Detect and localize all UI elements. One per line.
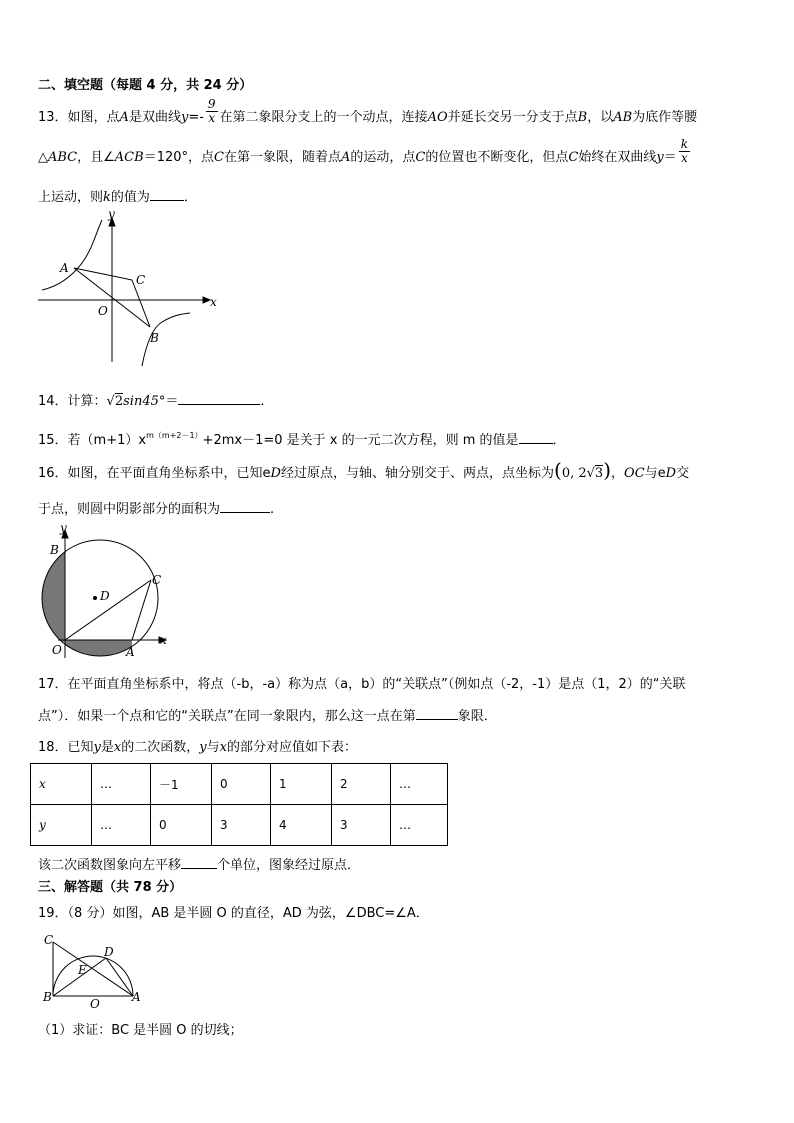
q18-var: x: [219, 740, 227, 755]
table-cell: …: [92, 764, 151, 805]
q17-line1: 17．在平面直角坐标系中，将点（-b，-a）称为点（a，b）的“关联点”（例如点（-2，-1）是点（1，2）的“关联: [38, 677, 686, 692]
q13-var: y: [656, 150, 664, 165]
q15-line: [38, 428, 566, 449]
q18-var: x: [113, 740, 122, 755]
q18-text: 个单位，图象经过原点．: [217, 858, 361, 873]
q13-text: ．: [183, 190, 197, 205]
center-point: [93, 596, 97, 600]
q18-value-table: [30, 763, 448, 846]
q16-text: 于点，则圆中阴影部分的面积为: [38, 502, 221, 517]
hyperbola-branch-2: [42, 220, 102, 290]
q13-text: 13．如图，点: [38, 110, 120, 125]
label-D: D: [104, 945, 114, 959]
q16-var: OC: [624, 466, 645, 481]
sqrt-radicand: 3: [594, 466, 604, 481]
label-B: B: [43, 990, 52, 1004]
label-x: x: [210, 295, 217, 309]
q13-figure: [34, 210, 224, 370]
table-cell: 0: [151, 805, 212, 846]
table-row: [31, 764, 448, 805]
table-cell: 3: [332, 805, 391, 846]
shaded-region-bottom: [65, 640, 132, 662]
q13-text: 在第一象限，随着点: [223, 150, 341, 165]
q14-text: 14．计算：: [38, 394, 107, 409]
q18-var: y: [199, 740, 207, 755]
q13-var: C: [214, 150, 224, 165]
section-title-solve: 三、解答题（共 78 分）: [38, 880, 183, 895]
table-cell: 2: [332, 764, 391, 805]
table-cell: －1: [151, 764, 212, 805]
label-B: B: [50, 543, 59, 557]
shaded-region-left: [38, 522, 65, 642]
q13-var: A: [340, 150, 351, 165]
q15-text: ．: [552, 433, 566, 448]
q16-line1: [38, 458, 690, 482]
q18-text: 是: [100, 740, 114, 755]
q14-text: ．: [260, 394, 274, 409]
sqrt-radicand: 2: [114, 394, 124, 409]
q16-text: 经过原点，与轴、轴分别交于、两点，点坐标为: [280, 466, 554, 481]
label-O: O: [90, 997, 100, 1010]
x-axis-arrow: [203, 297, 210, 303]
fraction-numerator: k: [680, 137, 688, 151]
q13-var: AO: [427, 110, 448, 125]
q13-var: C: [415, 150, 426, 165]
q16-text: 交: [676, 466, 690, 481]
answer-blank[interactable]: [220, 500, 270, 513]
q15-text: +2mx－1=0 是关于 x 的一元二次方程，则 m 的值是: [202, 433, 519, 448]
q14-line: [38, 392, 273, 410]
q13-text: ＝120°，点: [143, 150, 215, 165]
q18-text: 的部分对应值如下表：: [227, 740, 358, 755]
answer-blank[interactable]: [178, 392, 260, 405]
fraction-denominator: x: [208, 111, 216, 125]
q13-text: 的运动，点: [350, 150, 416, 165]
q13-fraction-k: [679, 138, 690, 165]
q17-text: 象限．: [457, 709, 497, 724]
q13-text: 是双曲线: [128, 110, 181, 125]
fraction-numerator: 9: [207, 97, 216, 111]
q19-line1: 19．（8 分）如图，AB 是半圆 O 的直径，AD 为弦，∠DBC=∠A．: [38, 906, 429, 921]
coord-paren: (: [554, 458, 562, 482]
answer-blank[interactable]: [150, 188, 184, 201]
q13-text: 上运动，则: [38, 190, 104, 205]
coord-value: 0, 2: [561, 466, 587, 481]
label-C: C: [136, 273, 146, 287]
table-cell: 4: [271, 805, 332, 846]
q13-text: 的值为: [110, 190, 150, 205]
label-B: B: [150, 331, 159, 345]
q18-text: 的二次函数，: [121, 740, 200, 755]
label-D: D: [100, 589, 110, 603]
line-AC: [74, 268, 132, 280]
q14-text: ＝: [165, 394, 179, 409]
answer-blank[interactable]: [416, 707, 458, 720]
q13-line2: [38, 137, 692, 166]
q16-var: D: [270, 466, 281, 481]
answer-blank[interactable]: [519, 431, 553, 444]
q18-after: [38, 856, 360, 874]
q18-line1: [38, 740, 357, 756]
sqrt-symbol: √: [586, 466, 595, 481]
q13-var: ABC: [48, 150, 78, 165]
label-y: y: [108, 210, 115, 221]
semicircle-O: [53, 956, 133, 996]
table-cell: 1: [271, 764, 332, 805]
q18-text: 18．已知: [38, 740, 94, 755]
answer-blank[interactable]: [181, 856, 217, 869]
table-cell: 0: [212, 764, 271, 805]
label-O: O: [52, 643, 62, 657]
q15-exponent: m（m+2－1）: [146, 431, 203, 440]
q13-var: k: [103, 190, 111, 205]
table-cell: x: [31, 764, 92, 805]
label-C: C: [152, 573, 162, 587]
coord-paren: ): [603, 458, 612, 482]
table-cell: …: [391, 764, 448, 805]
q13-var: C: [568, 150, 579, 165]
q13-text: 在第二象限分支上的一个动点，连接: [219, 110, 428, 125]
sqrt-symbol: √: [106, 394, 115, 409]
label-x: x: [160, 633, 167, 647]
line-DA: [106, 958, 133, 996]
q16-text: .: [270, 502, 275, 517]
q13-var: AB: [613, 110, 633, 125]
label-y: y: [60, 522, 67, 535]
q19-figure: [40, 930, 150, 1010]
q16-line2: [38, 500, 274, 518]
q13-var: ACB: [114, 150, 144, 165]
label-E: E: [78, 963, 87, 977]
q18-var: y: [93, 740, 101, 755]
table-cell: …: [391, 805, 448, 846]
q14-sin: sin45°: [123, 394, 166, 409]
label-A: A: [132, 990, 141, 1004]
q17-line2: [38, 707, 497, 725]
q13-text: ，以: [587, 110, 614, 125]
q16-var: D: [665, 466, 677, 481]
q13-line1: [38, 97, 698, 126]
q13-var: y: [180, 110, 189, 125]
q13-text: 始终在双曲线: [578, 150, 657, 165]
q13-text: 的位置也不断变化，但点: [425, 150, 569, 165]
q15-text: 15．若（m+1）x: [38, 433, 147, 448]
table-cell: y: [31, 805, 92, 846]
q13-text: ，且∠: [77, 150, 115, 165]
q16-figure: [38, 522, 174, 662]
label-A: A: [126, 645, 135, 659]
q13-text: 并延长交另一分支于点: [447, 110, 578, 125]
q13-line3: [38, 188, 197, 206]
q18-text: 该二次函数图象向左平移: [38, 858, 182, 873]
q13-text: =-: [188, 110, 204, 125]
label-A: A: [60, 261, 69, 275]
q13-text: △: [38, 150, 48, 165]
q13-var: B: [577, 110, 588, 125]
q16-text: ，: [611, 466, 625, 481]
q16-text: 16．如图，在平面直角坐标系中，已知e: [38, 466, 271, 481]
label-O: O: [98, 304, 108, 318]
fraction-denominator: x: [680, 151, 688, 165]
table-row: [31, 805, 448, 846]
q13-text: 为底作等腰: [632, 110, 698, 125]
section-title-fill-in: 二、填空题（每题 4 分，共 24 分）: [38, 78, 253, 93]
q16-text: 与e: [644, 466, 666, 481]
q18-text: 与: [206, 740, 220, 755]
table-cell: 3: [212, 805, 271, 846]
table-cell: …: [92, 805, 151, 846]
q13-text: ＝: [663, 150, 677, 165]
q19-sub1: （1）求证：BC 是半圆 O 的切线；: [38, 1023, 243, 1038]
q17-text: 点”）．如果一个点和它的“关联点”在同一象限内，那么这一点在第: [38, 709, 416, 724]
q13-var: A: [119, 110, 129, 125]
q13-fraction: [206, 98, 218, 125]
label-C: C: [44, 933, 54, 947]
